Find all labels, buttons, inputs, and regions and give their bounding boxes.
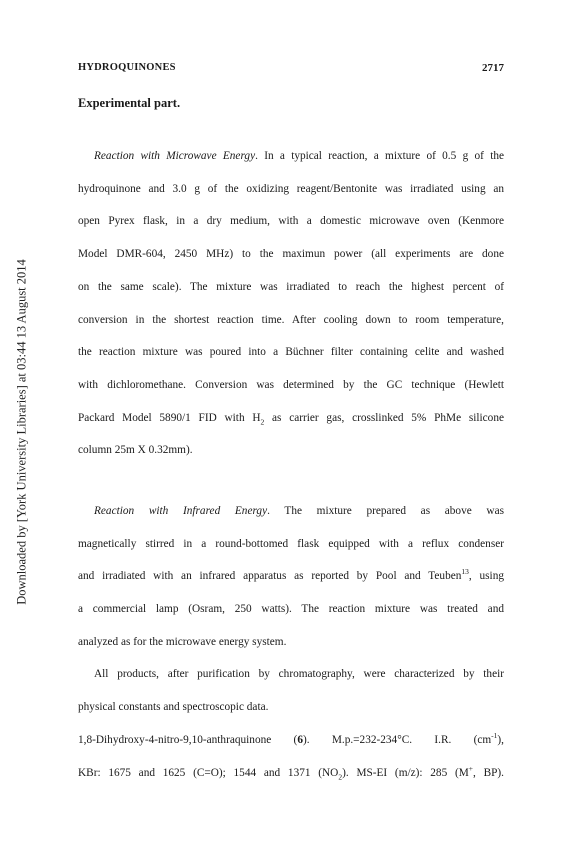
- text-span: KBr: 1675 and 1625 (C=O); 1544 and 1371 (NO: [78, 766, 339, 779]
- text-line: physical constants and spectroscopic data.: [78, 700, 269, 713]
- text-span: . In a typical reaction, a mixture of 0.5 g of the: [255, 150, 505, 162]
- subscript: 2: [260, 416, 265, 426]
- text-span: ). M.p.=232-234°C. I.R. (cm: [302, 734, 492, 746]
- text-span: , BP).: [473, 766, 504, 779]
- paragraph-microwave: [78, 140, 504, 467]
- text-span: as carrier gas, crosslinked 5% PhMe silicone: [264, 411, 504, 424]
- compound-number: 6: [297, 734, 303, 746]
- paragraph-characterization: [78, 658, 504, 723]
- text-span: ),: [497, 734, 505, 746]
- text-line: magnetically stirred in a round-bottomed flask equipped with a reflux condenser: [78, 537, 504, 550]
- text-line: [78, 724, 504, 757]
- text-line: with dichloromethane. Conversion was determined by the GC technique (Hewlett: [78, 378, 504, 391]
- text-span: and irradiated with an infrared apparatus as reported by Pool and Teuben: [78, 570, 462, 583]
- subscript: 2: [338, 771, 343, 781]
- text-line: open Pyrex flask, in a dry medium, with a domestic microwave oven (Kenmore: [78, 215, 504, 228]
- text-line: Model DMR-604, 2450 MHz) to the maximun power (all experiments are done: [78, 248, 504, 261]
- text-line: on the same scale). The mixture was irradiated to reach the highest percent of: [78, 280, 504, 293]
- text-line: hydroquinone and 3.0 g of the oxidizing reagent/Bentonite was irradiated using an: [78, 182, 504, 195]
- paragraph-compound-data: [78, 724, 504, 789]
- reference-superscript: 13: [461, 567, 469, 577]
- superscript: -1: [491, 731, 498, 741]
- section-title: Experimental part.: [78, 96, 181, 110]
- text-span: ). MS-EI (m/z): 285 (M: [342, 766, 469, 779]
- page-number: 2717: [482, 62, 504, 74]
- text-line: [78, 495, 504, 528]
- running-title: HYDROQUINONES: [78, 62, 176, 73]
- text-line: conversion in the shortest reaction time. After cooling down to room temperature,: [78, 313, 504, 326]
- text-span: . The mixture prepared as above was: [267, 505, 504, 517]
- text-line: All products, after purification by chromatography, were characterized by their: [94, 668, 504, 680]
- paragraph-infrared: [78, 495, 504, 659]
- paragraph-lead: Reaction with Microwave Energy: [94, 150, 256, 162]
- text-span: , using: [468, 570, 504, 583]
- text-line: analyzed as for the microwave energy system.: [78, 635, 287, 648]
- text-span: Packard Model 5890/1 FID with H: [78, 411, 261, 424]
- text-span: 1,8-Dihydroxy-4-nitro-9,10-anthraquinone (: [78, 734, 298, 746]
- text-line: [78, 140, 504, 173]
- text-line: [78, 560, 504, 593]
- download-watermark: Downloaded by [York University Libraries] at 03:44 13 August 2014: [14, 259, 29, 605]
- paragraph-lead: Reaction with Infrared Energy: [94, 505, 268, 517]
- superscript: +: [468, 763, 474, 773]
- text-line: [78, 402, 504, 435]
- text-line: a commercial lamp (Osram, 250 watts). The reaction mixture was treated and: [78, 603, 504, 616]
- text-line: the reaction mixture was poured into a Büchner filter containing celite and washed: [78, 346, 504, 359]
- text-line: column 25m X 0.32mm).: [78, 444, 193, 457]
- text-line: [78, 757, 504, 790]
